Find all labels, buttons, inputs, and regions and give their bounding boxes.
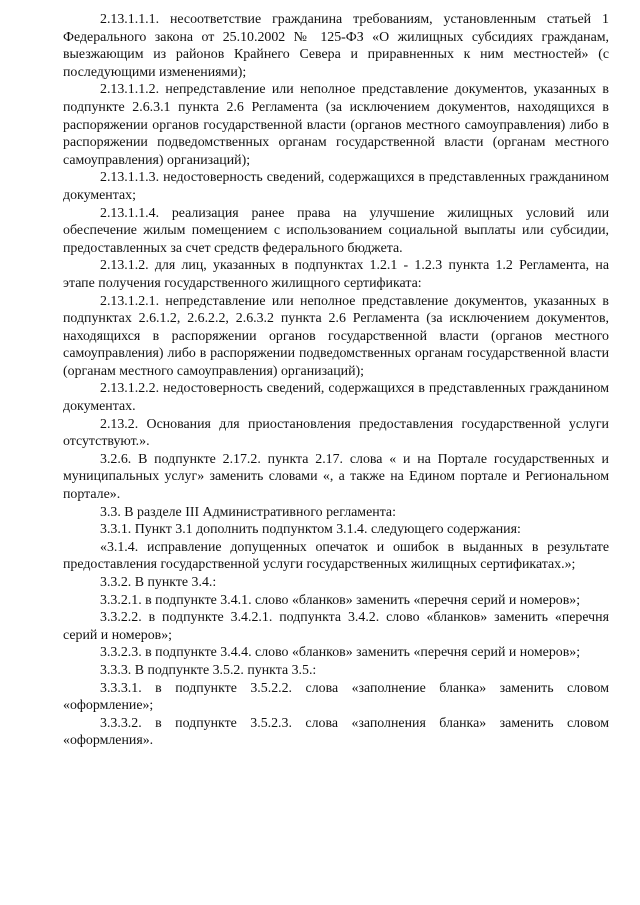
paragraph-3-3-1: 3.3.1. Пункт 3.1 дополнить подпунктом 3.1.4. следующего содержания: [100, 522, 521, 538]
paragraph-3-2-6: 3.2.6. В подпункте 2.17.2. пункта 2.17. слова « и на Портале государственных и муниципальных услуг» заменить словами «, а также на Едином портале и Региональном портале». [63, 451, 609, 503]
document-body [63, 11, 609, 750]
paragraph-3-3: 3.3. В разделе III Административного регламента: [100, 504, 396, 520]
paragraph-2-13-1-1-4: 2.13.1.1.4. реализация ранее права на улучшение жилищных условий или обеспечение жилым помещением с использованием социальной выплаты или субсидии, предоставленных за счет средств федерального бюджета. [63, 205, 609, 256]
paragraph-3-3-2-2: 3.3.2.2. в подпункте 3.4.2.1. подпункта 3.4.2. слово «бланков» заменить «перечня серий и номеров»; [63, 610, 609, 643]
paragraph-3-3-3-2: 3.3.3.2. в подпункте 3.5.2.3. слова «заполнения бланка» заменить словом «оформления». [63, 715, 609, 749]
paragraph-2-13-1-2: 2.13.1.2. для лиц, указанных в подпунктах 1.2.1 - 1.2.3 пункта 1.2 Регламента, на этапе получения государственного жилищного сертификата: [63, 258, 609, 291]
paragraph-3-3-3: 3.3.3. В подпункте 3.5.2. пункта 3.5.: [100, 662, 317, 678]
paragraph-3-3-3-1: 3.3.3.1. в подпункте 3.5.2.2. слова «заполнение бланка» заменить словом «оформление»; [63, 680, 609, 714]
paragraph-2-13-1-2-2: 2.13.1.2.2. недостоверность сведений, содержащихся в представленных гражданином документах. [63, 381, 609, 415]
paragraph-3-3-2-3: 3.3.2.3. в подпункте 3.4.4. слово «бланков» заменить «перечня серий и номеров»; [100, 645, 581, 661]
paragraph-3-1-4-quote: «3.1.4. исправление допущенных опечаток и ошибок в выданных в результате предоставления государственной услуги государственных жилищных сертификатах.»; [63, 539, 609, 573]
paragraph-2-13-1-2-1: 2.13.1.2.1. непредставление или неполное представление документов, указанных в подпунктах 2.6.1.2, 2.6.2.2, 2.6.3.2 пункта 2.6 Регламента (за исключением документов, находящихся в распоряжении органов государственной власти (органов местного самоуправления) либо в распоряжении подведомственных органам государственной власти (органам местного самоуправления) организаций); [63, 293, 609, 379]
paragraph-2-13-1-1-3: 2.13.1.1.3. недостоверность сведений, содержащихся в представленных гражданином документах; [63, 170, 609, 203]
paragraph-2-13-1-1-2: 2.13.1.1.2. непредставление или неполное представление документов, указанных в подпункте 2.6.3.1 пункта 2.6 Регламента (за исключением документов, находящихся в распоряжении органов государственной власти (органов местного самоуправления) либо в распоряжении подведомственных органам государственной власти (органам местного самоуправления) организаций); [63, 82, 609, 168]
paragraph-2-13-2: 2.13.2. Основания для приостановления предоставления государственной услуги отсутствуют.». [63, 416, 609, 450]
paragraph-3-3-2: 3.3.2. В пункте 3.4.: [100, 575, 217, 590]
paragraph-3-3-2-1: 3.3.2.1. в подпункте 3.4.1. слово «бланков» заменить «перечня серий и номеров»; [100, 592, 581, 608]
paragraph-2-13-1-1-1: 2.13.1.1.1. несоответствие гражданина требованиям, установленным статьей 1 Федерального закона от 25.10.2002 № 125-ФЗ «О жилищных субсидиях гражданам, выезжающим из районов Крайнего Севера и приравненных к ним местностей» (с последующими изменениями); [63, 12, 609, 80]
